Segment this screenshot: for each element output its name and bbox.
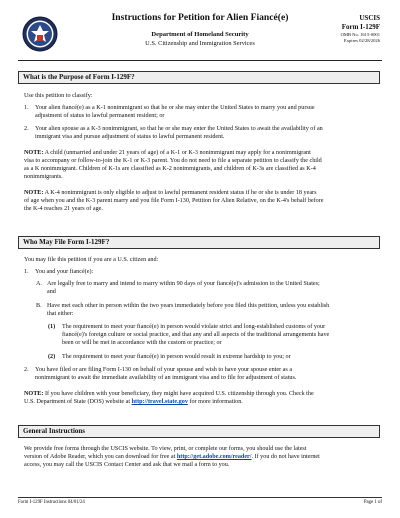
list-text-line: fiancé(e)'s foreign culture or social practice, and that any and all aspects of the traditional arrangements have <box>62 332 330 339</box>
department-name: Department of Homeland Security <box>151 31 249 38</box>
list-text-line: Are legally free to marry and intend to marry within 90 days of your fiancé(e)'s admission to the United States; <box>47 281 320 287</box>
note-text-line: nonimmigrants. <box>24 174 63 181</box>
note-text-line: A K-4 nonimmigrant is only eligible to adjust to lawful permanent resident status if he or she is under 18 years <box>43 190 317 196</box>
section-heading-general-instructions: General Instructions <box>18 425 380 438</box>
section2-intro: You may file this petition if you are a U.S. citizen and: <box>24 257 159 263</box>
header-right <box>318 14 380 43</box>
note-text-line: A child (unmarried and under 21 years of age) of a K-1 or K-3 nonimmigrant may apply for a nonimmigrant <box>43 150 311 156</box>
footer-divider <box>18 497 382 498</box>
travel-state-gov-link[interactable]: http://travel.state.gov <box>131 399 188 406</box>
footer-form-edition: Form I-129F Instructions 04/01/24 <box>18 500 85 505</box>
dhs-seal-icon <box>22 16 58 52</box>
list-text-line: immigrant visa and pursue adjustment of status to lawful permanent resident. <box>35 134 225 141</box>
note-text-line: as a K nonimmigrant. Children of K-1s are classified as K-2 nonimmigrants, and children of K-3s are classified as K-4 <box>24 166 316 173</box>
list-text-line: that either: <box>47 311 74 318</box>
list-number: 1. <box>24 105 29 111</box>
note-paragraph <box>24 149 378 182</box>
list-text-line: been or will be met in accordance with the custom or practice; or <box>62 340 222 347</box>
note-text-line: the K-4 reaches 21 years of age. <box>24 206 103 213</box>
list-number: 1. <box>24 269 29 275</box>
note-paragraph <box>24 189 378 213</box>
expiration-date: Expires 02/28/2026 <box>343 38 380 43</box>
list-number: A. <box>36 281 42 287</box>
header-divider <box>18 60 382 61</box>
note-label: NOTE: <box>24 391 44 397</box>
list-text-line: The requirement to meet your fiancé(e) in person would result in extreme hardship to you; or <box>62 354 291 360</box>
note-label: NOTE: <box>24 150 44 156</box>
paragraph-line: . If you do not have internet <box>251 454 320 461</box>
list-text-line: adjustment of status to lawful permanent resident; or <box>35 113 165 120</box>
paragraph-line: We provide free forms through the USCIS website. To view, print, or complete our forms, you should use the latest <box>24 446 307 452</box>
list-number: 2. <box>24 367 29 373</box>
adobe-reader-link[interactable]: http://get.adobe.com/reader/ <box>176 454 252 461</box>
list-text-line: Your alien fiancé(e) as a K-1 nonimmigrant so that he or she may enter the United States to marry you and pursue <box>35 105 315 111</box>
section-heading-who-may-file: Who May File Form I-129F? <box>18 236 380 249</box>
list-text-line: The requirement to meet your fiancé(e) in person would violate strict and long-established customs of your <box>62 324 326 330</box>
uscis-label: USCIS <box>359 14 380 22</box>
list-text-line: You have filed or are filing Form I-130 on behalf of your spouse and wish to have your spouse enter as a <box>35 367 293 373</box>
agency-name: U.S. Citizenship and Immigration Services <box>145 40 255 47</box>
list-text-line: nonimmigrant to await the immediate availability of an immigrant visa and to file for adjustment of status. <box>35 375 297 382</box>
list-number: (1) <box>48 324 56 330</box>
list-text-line: Your alien spouse as a K-3 nonimmigrant, so that he or she may enter the United States to await the availability of an <box>35 126 323 132</box>
form-id: Form I-129F <box>341 23 380 31</box>
footer-page-number: Page 1 of <box>363 500 382 505</box>
list-text-line: You and your fiancé(e): <box>35 269 94 275</box>
note-paragraph <box>24 390 378 406</box>
note-text-line: If you have children with your beneficiary, they might have acquired U.S. citizenship through you. Check the <box>43 391 314 397</box>
general-instructions-paragraph <box>24 445 378 469</box>
list-number: 2. <box>24 126 29 132</box>
section1-intro: Use this petition to classify: <box>24 93 93 99</box>
note-text-line: for more information. <box>187 399 243 406</box>
section-heading-purpose: What is the Purpose of Form I-129F? <box>18 71 380 84</box>
list-number: (2) <box>48 354 56 360</box>
list-text-line: and <box>47 289 56 296</box>
note-text-line: visa to accompany or follow-to-join the K-1 or K-3 parent. You do not need to file a separate petition to classify the child <box>24 158 322 165</box>
note-text-line: of age when you and the K-3 parent marry and you file Form I-130, Petition for Alien Relative, on the K-4's behalf before <box>24 198 324 205</box>
note-label: NOTE: <box>24 190 44 196</box>
document-title: Instructions for Petition for Alien Fiancé(e) <box>111 12 289 23</box>
note-text-line: U.S. Department of State (DOS) website at <box>24 399 132 406</box>
list-text-line: Have met each other in person within the two years immediately before you filed this petition, unless you establish <box>47 303 330 309</box>
header-center <box>90 12 310 47</box>
omb-number: OMB No. 1615-0001 <box>340 32 380 37</box>
paragraph-line: access, you may call the USCIS Contact Center and ask that we mail a form to you. <box>24 462 230 469</box>
list-number: B. <box>36 303 42 309</box>
paragraph-line: version of Adobe Reader, which you can download for free at <box>24 454 177 461</box>
